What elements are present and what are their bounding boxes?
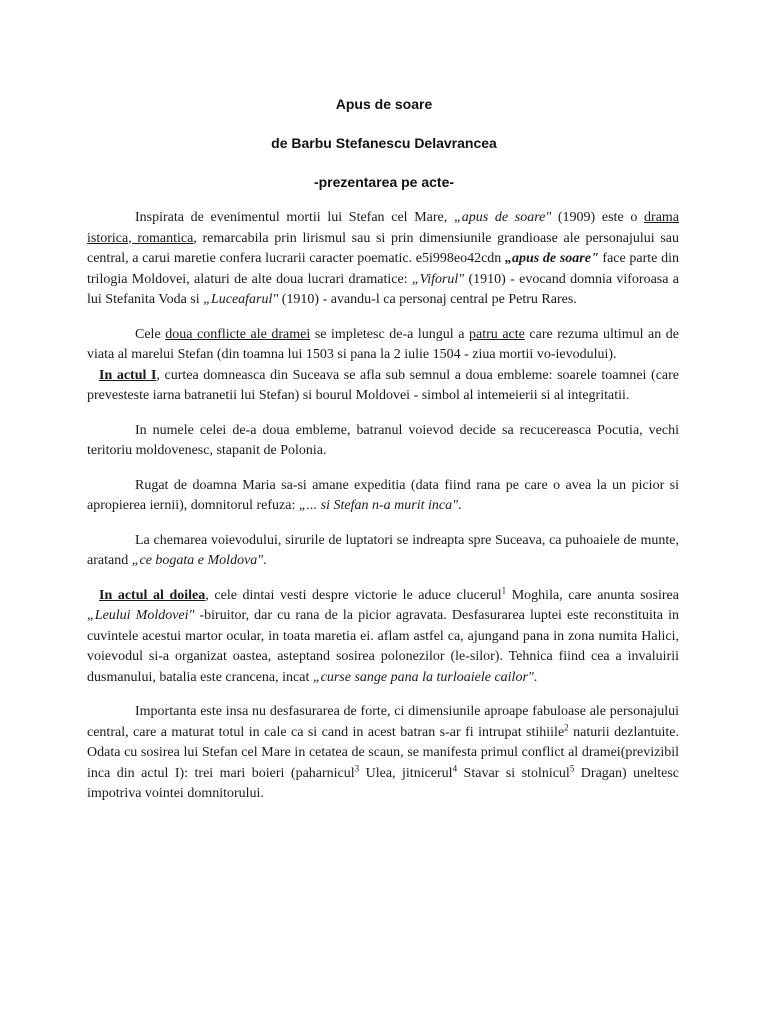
footnote-ref: 1 bbox=[501, 584, 507, 595]
text: Inspirata de evenimentul mortii lui Stefan cel Mare, bbox=[135, 210, 454, 225]
text: Rugat de doamna Maria sa-si amane expeditia (data fiind rana pe care o avea la un picior si apropierea iernii), domnitorul refuza: bbox=[87, 477, 679, 513]
document-subtitle: -prezentarea pe acte- bbox=[313, 174, 455, 190]
text: La chemarea voievodului, sirurile de luptatori se indreapta spre Suceava, ca puhoaiele de munte, aratand bbox=[87, 532, 679, 568]
paragraph-act-one bbox=[87, 366, 679, 407]
text: face parte din trilogia Moldovei, alaturi de alte doua lucrari dramatice: bbox=[87, 251, 679, 287]
text: , remarcabila prin lirismul sau si prin dimensiunile grandioase ale personajului sau central, a carui maretie confera lucrarii caracter poematic. e5i998eo42cdn bbox=[87, 230, 679, 266]
text: Cele bbox=[135, 326, 166, 342]
quote: „ce bogata e Moldova" bbox=[131, 553, 264, 568]
quote-title: „apus de soare" bbox=[453, 210, 552, 225]
text: , cele dintai vesti despre victorie le aduce clucerul bbox=[205, 587, 502, 603]
footnote-ref: 2 bbox=[564, 721, 569, 732]
text: Dragan) uneltesc impotriva vointei domnitorului. bbox=[87, 765, 680, 801]
text: care rezuma ultimul an de viata al marelui Stefan (din toamna lui 1503 si pana la 2 iulie 1504 - ziua mortii vo-ievodului). bbox=[87, 326, 680, 362]
text: se impletesc de-a lungul a bbox=[310, 326, 469, 342]
quote-title: „Viforul" bbox=[411, 271, 465, 287]
footnote-ref: 3 bbox=[354, 762, 360, 773]
text: Moghila, care anunta sosirea bbox=[506, 587, 679, 603]
text: . bbox=[457, 498, 462, 513]
text: (1910) - avandu-l ca personaj central pe Petru Rares. bbox=[278, 292, 577, 307]
quote: „curse sange pana la turloaiele cailor" bbox=[312, 669, 534, 685]
text: naturii dezlantuite. Odata cu sosirea lui Stefan cel Mare in cetatea de scaun, se manifesta primul conflict al dramei(previzibil inca din actul I): trei mari boieri (paharnicul bbox=[87, 724, 680, 781]
text: (1910) - evocand domnia viforoasa a lui Stefanita Voda si bbox=[87, 271, 679, 307]
act-heading: In actul I bbox=[99, 367, 157, 383]
quote: „Leului Moldovei" bbox=[87, 608, 195, 623]
paragraph-intro bbox=[87, 208, 679, 311]
text: . bbox=[533, 669, 538, 685]
text: , curtea domneasca din Suceava se afla sub semnul a doua embleme: soarele toamnei (care prevesteste iarna batranetii lui Stefan) si bourul Moldovei - simbol al intemeierii si al integritatii. bbox=[87, 367, 680, 403]
paragraph-maria bbox=[87, 476, 679, 517]
underlined-phrase: drama istorica, romantica bbox=[87, 210, 680, 246]
act-heading: In actul al doilea bbox=[99, 587, 206, 603]
underlined-phrase: doua conflicte ale dramei bbox=[165, 326, 311, 342]
quote-title: „apus de soare" bbox=[505, 251, 599, 266]
text: -biruitor, dar cu rana de la picior agravata. Desfasurarea luptei este reconstituita in cuvintele acestui martor ocular, in toata maretia ei. aflam astfel ca, ajungand pana in zona numita Halici, voievodul si-a organizat oastea, asteptand sosirea polonezilor (le-silor). Tehnica fiind cea a invaluirii dusmanului, batalia este crancena, incat bbox=[87, 608, 679, 685]
footnote-ref: 4 bbox=[452, 762, 458, 773]
paragraph-conflicts bbox=[87, 325, 679, 366]
underlined-phrase: patru acte bbox=[469, 326, 525, 342]
document-author: de Barbu Stefanescu Delavrancea bbox=[271, 135, 497, 151]
text: In numele celei de-a doua embleme, batranul voievod decide sa recucereasca Pocutia, vechi teritoriu moldovenesc, stapanit de Polonia. bbox=[87, 422, 679, 458]
text: Stavar si stolnicul bbox=[457, 765, 570, 781]
text: Importanta este insa nu desfasurarea de forte, ci dimensiunile aproape fabuloase ale personajului central, care a maturat totul in cale ca si cand in acest batran s-ar fi intrupat stihiile bbox=[87, 704, 679, 740]
text: Ulea, jitnicerul bbox=[359, 765, 453, 781]
document-title: Apus de soare bbox=[335, 96, 433, 112]
quote: „... si Stefan n-a murit inca" bbox=[298, 498, 458, 513]
footnote-ref: 5 bbox=[569, 762, 575, 773]
paragraph-act-two bbox=[87, 586, 679, 689]
document-body bbox=[87, 208, 679, 819]
paragraph-importance bbox=[87, 702, 679, 805]
text: (1909) este o bbox=[551, 210, 645, 225]
paragraph-call bbox=[87, 531, 679, 572]
paragraph-emblem bbox=[87, 421, 679, 462]
quote-title: „Luceafarul" bbox=[203, 292, 279, 307]
text: . bbox=[263, 553, 267, 568]
